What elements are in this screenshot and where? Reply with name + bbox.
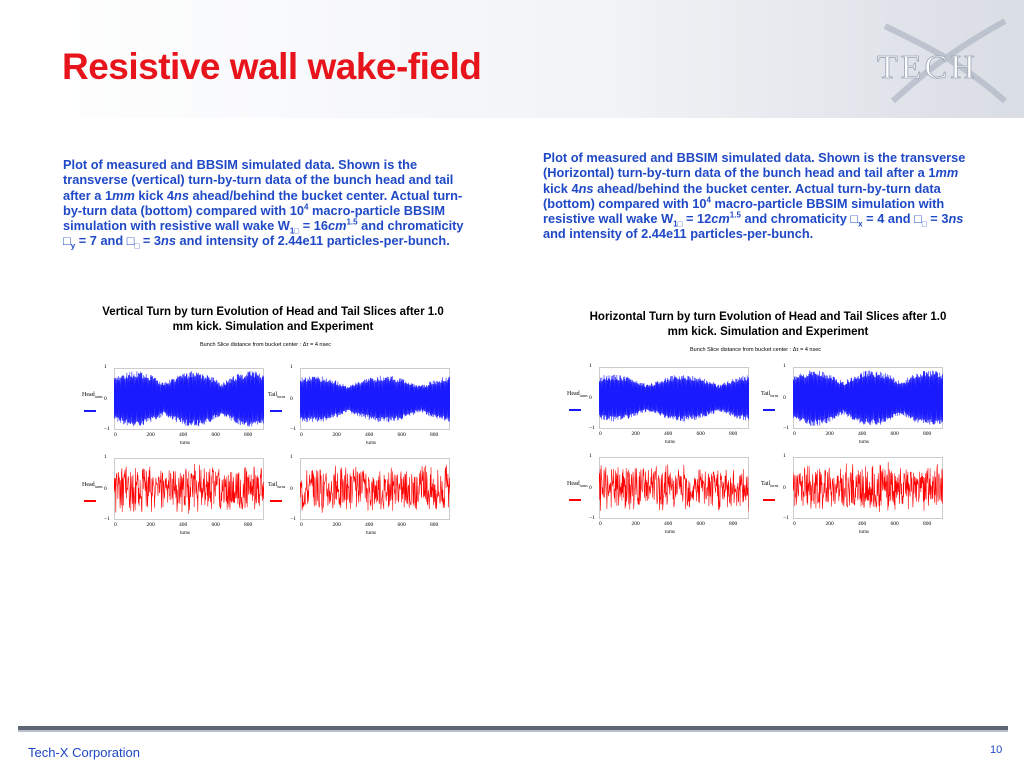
legend-swatch bbox=[569, 409, 581, 411]
left-figure bbox=[60, 300, 480, 550]
measured-trace bbox=[599, 465, 749, 512]
legend-swatch bbox=[84, 500, 96, 502]
legend-swatch bbox=[84, 410, 96, 412]
x-tick-label: 600 bbox=[890, 521, 899, 527]
x-tick-label: 800 bbox=[244, 432, 253, 438]
x-tick-label: 200 bbox=[146, 522, 155, 528]
slide-title: Resistive wall wake-field bbox=[62, 46, 482, 87]
x-tick-label: 0 bbox=[599, 431, 602, 437]
plot-area bbox=[114, 458, 264, 520]
x-axis-label: turns bbox=[366, 531, 376, 536]
trace-label: Head$_{turns}$ bbox=[82, 482, 103, 490]
y-tick-label: 0 bbox=[290, 486, 293, 492]
page-number: 10 bbox=[990, 744, 1003, 756]
y-tick-label: −1 bbox=[104, 516, 110, 522]
trace-label: Tail$_{turns}$ bbox=[761, 481, 779, 489]
tail-simulation-plot bbox=[761, 363, 961, 447]
trace-label: Tail$_{turns}$ bbox=[761, 391, 779, 399]
x-tick-label: 200 bbox=[825, 521, 834, 527]
x-tick-label: 200 bbox=[631, 431, 640, 437]
head-simulation-plot bbox=[567, 363, 767, 447]
y-tick-label: −1 bbox=[104, 426, 110, 432]
y-tick-label: 0 bbox=[783, 395, 786, 401]
y-tick-label: 1 bbox=[104, 364, 107, 370]
measured-trace bbox=[300, 465, 450, 513]
x-tick-label: 0 bbox=[599, 521, 602, 527]
y-tick-label: 1 bbox=[104, 454, 107, 460]
left-figure-subtitle: Bunch Slice distance from bucket center : Δτ = 4 nsec bbox=[200, 342, 332, 348]
trace-label: Head$_{turns}$ bbox=[82, 392, 103, 400]
trace-label: Tail$_{turns}$ bbox=[268, 482, 286, 490]
x-axis-label: turns bbox=[859, 530, 869, 535]
plot-area bbox=[793, 367, 943, 429]
plot-area bbox=[300, 368, 450, 430]
y-tick-label: −1 bbox=[783, 515, 789, 521]
y-tick-label: 1 bbox=[290, 454, 293, 460]
x-tick-label: 800 bbox=[430, 522, 439, 528]
x-tick-label: 800 bbox=[244, 522, 253, 528]
plot-area bbox=[300, 458, 450, 520]
x-tick-label: 200 bbox=[631, 521, 640, 527]
y-tick-label: 1 bbox=[589, 453, 592, 459]
x-axis-label: turns bbox=[366, 441, 376, 446]
x-tick-label: 400 bbox=[365, 522, 374, 528]
legend-swatch bbox=[763, 499, 775, 501]
x-axis-label: turns bbox=[665, 530, 675, 535]
legend-swatch bbox=[569, 499, 581, 501]
x-axis-label: turns bbox=[180, 531, 190, 536]
plot-area bbox=[599, 457, 749, 519]
footer-rule-light bbox=[18, 730, 1008, 732]
y-tick-label: 1 bbox=[783, 453, 786, 459]
head-measured-plot bbox=[567, 453, 767, 537]
y-tick-label: −1 bbox=[290, 426, 296, 432]
legend-swatch bbox=[763, 409, 775, 411]
techx-logo bbox=[865, 16, 1015, 108]
x-tick-label: 400 bbox=[858, 431, 867, 437]
x-tick-label: 600 bbox=[890, 431, 899, 437]
x-tick-label: 800 bbox=[729, 521, 738, 527]
measured-trace bbox=[793, 462, 943, 512]
head-measured-plot bbox=[82, 454, 282, 538]
x-tick-label: 800 bbox=[923, 431, 932, 437]
left-figure-title: Vertical Turn by turn Evolution of Head and Tail Slices after 1.0 mm kick. Simulation and Experiment bbox=[102, 306, 444, 333]
y-tick-label: 0 bbox=[589, 395, 592, 401]
x-tick-label: 0 bbox=[114, 432, 117, 438]
simulated-trace bbox=[599, 375, 749, 422]
x-tick-label: 200 bbox=[146, 432, 155, 438]
x-tick-label: 0 bbox=[114, 522, 117, 528]
left-description: Plot of measured and BBSIM simulated data. Shown is the transverse (vertical) turn-by-turn data of the bunch head and tail after a 1mm kick 4ns ahead/behind the bucket center. Actual turn-by-turn data (bottom) compared with $10^4$ macro-particle BBSIM simulation with resistive wall wake $W_{1□} = 16cm^{1.5}$ and chromaticity $□_y = 7$ and $□_□ = 3ns$ and intensity of 2.44e11 particles-per-bunch. bbox=[63, 157, 464, 252]
x-tick-label: 0 bbox=[793, 521, 796, 527]
tail-simulation-plot bbox=[268, 364, 468, 448]
x-tick-label: 400 bbox=[858, 521, 867, 527]
simulated-trace bbox=[114, 371, 264, 427]
trace-label: Head$_{turns}$ bbox=[567, 481, 588, 489]
x-axis-label: turns bbox=[859, 440, 869, 445]
trace-label: Tail$_{turns}$ bbox=[268, 392, 286, 400]
y-tick-label: 1 bbox=[290, 364, 293, 370]
x-tick-label: 400 bbox=[664, 431, 673, 437]
right-figure-subtitle: Bunch Slice distance from bucket center : Δτ = 4 nsec bbox=[690, 347, 822, 353]
y-tick-label: 0 bbox=[290, 396, 293, 402]
head-simulation-plot bbox=[82, 364, 282, 448]
x-tick-label: 600 bbox=[211, 432, 220, 438]
y-tick-label: −1 bbox=[589, 515, 595, 521]
simulated-trace bbox=[300, 376, 450, 423]
plot-area bbox=[599, 367, 749, 429]
y-tick-label: 0 bbox=[783, 485, 786, 491]
x-tick-label: 600 bbox=[696, 431, 705, 437]
footer-company: Tech-X Corporation bbox=[28, 745, 140, 760]
x-tick-label: 200 bbox=[332, 432, 341, 438]
y-tick-label: 0 bbox=[104, 486, 107, 492]
plot-area bbox=[114, 368, 264, 430]
x-tick-label: 400 bbox=[179, 522, 188, 528]
x-tick-label: 600 bbox=[397, 522, 406, 528]
legend-swatch bbox=[270, 410, 282, 412]
right-description: Plot of measured and BBSIM simulated data. Shown is the transverse (Horizontal) turn-by-turn data of the bunch head and tail after a 1mm kick 4ns ahead/behind the bucket center. Actual turn-by-turn data (bottom) compared with $10^4$ macro-particle BBSIM simulation with resistive wall wake $W_{1□} = 12cm^{1.5}$ and chromaticity $□_x = 4$ and $□_□ = 3ns$ and intensity of 2.44e11 particles-per-bunch. bbox=[543, 150, 966, 242]
y-tick-label: −1 bbox=[783, 425, 789, 431]
y-tick-label: −1 bbox=[589, 425, 595, 431]
x-tick-label: 200 bbox=[825, 431, 834, 437]
y-tick-label: 0 bbox=[104, 396, 107, 402]
x-axis-label: turns bbox=[180, 441, 190, 446]
x-axis-label: turns bbox=[665, 440, 675, 445]
x-tick-label: 400 bbox=[365, 432, 374, 438]
right-figure bbox=[545, 305, 965, 555]
x-tick-label: 800 bbox=[923, 521, 932, 527]
measured-trace bbox=[114, 464, 264, 514]
x-tick-label: 800 bbox=[729, 431, 738, 437]
plot-area bbox=[793, 457, 943, 519]
x-tick-label: 600 bbox=[397, 432, 406, 438]
x-tick-label: 400 bbox=[664, 521, 673, 527]
simulated-trace bbox=[793, 371, 943, 426]
x-tick-label: 400 bbox=[179, 432, 188, 438]
y-tick-label: −1 bbox=[290, 516, 296, 522]
x-tick-label: 0 bbox=[300, 522, 303, 528]
y-tick-label: 1 bbox=[783, 363, 786, 369]
trace-label: Head$_{turns}$ bbox=[567, 391, 588, 399]
legend-swatch bbox=[270, 500, 282, 502]
x-tick-label: 200 bbox=[332, 522, 341, 528]
x-tick-label: 0 bbox=[300, 432, 303, 438]
y-tick-label: 1 bbox=[589, 363, 592, 369]
x-tick-label: 0 bbox=[793, 431, 796, 437]
tail-measured-plot bbox=[761, 453, 961, 537]
x-tick-label: 600 bbox=[696, 521, 705, 527]
x-tick-label: 600 bbox=[211, 522, 220, 528]
logo-text: TECH bbox=[877, 49, 978, 86]
right-figure-title: Horizontal Turn by turn Evolution of Head and Tail Slices after 1.0 mm kick. Simulation and Experiment bbox=[589, 311, 947, 338]
tail-measured-plot bbox=[268, 454, 468, 538]
y-tick-label: 0 bbox=[589, 485, 592, 491]
x-tick-label: 800 bbox=[430, 432, 439, 438]
